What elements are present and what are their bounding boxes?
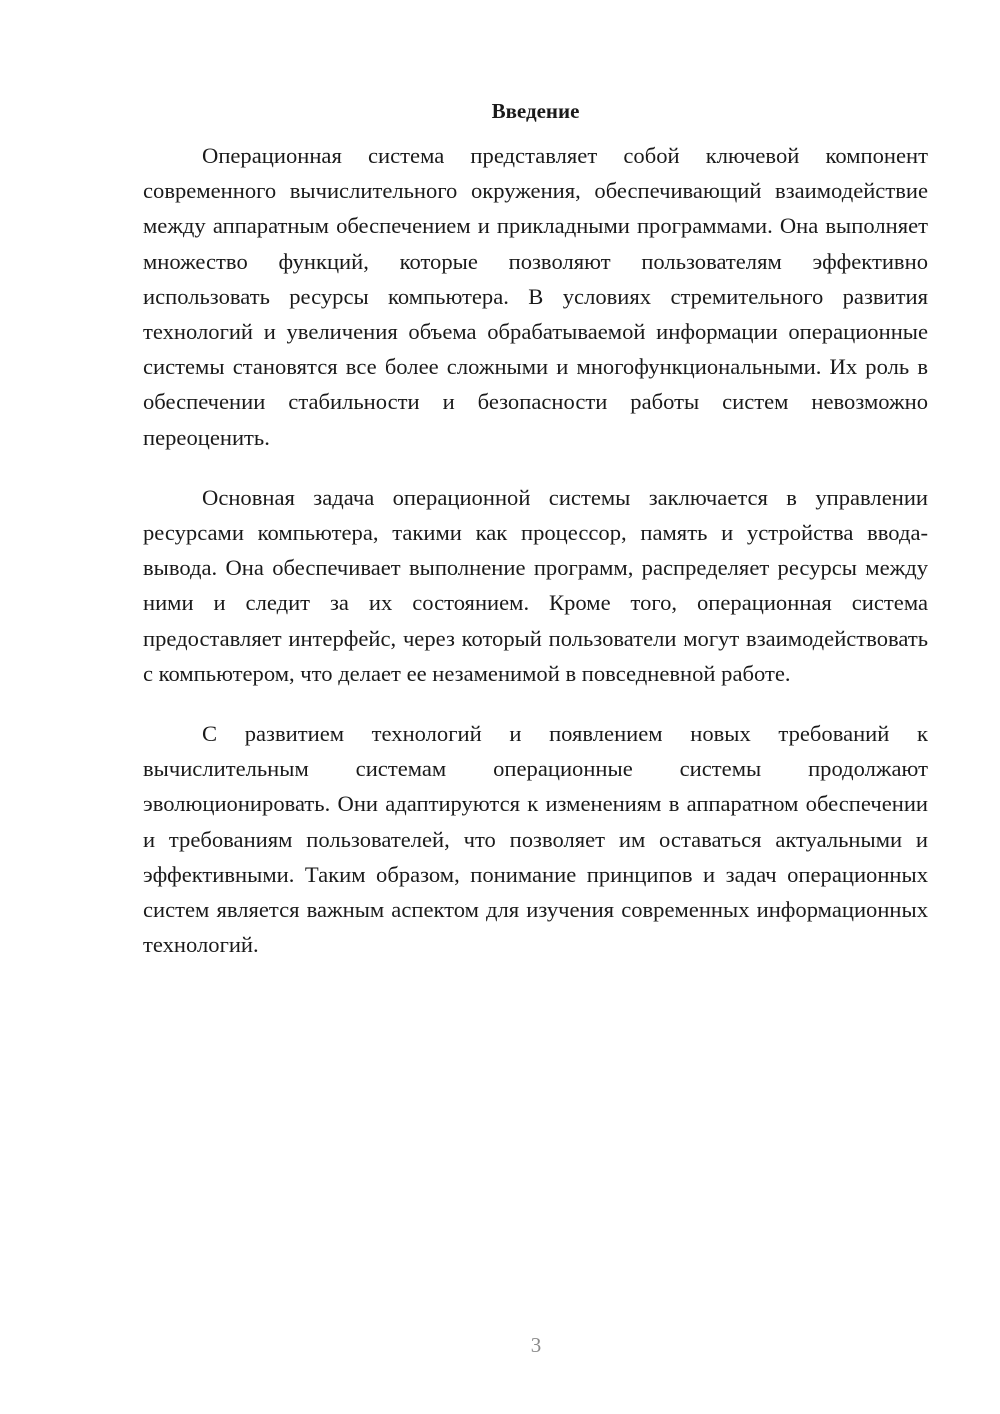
document-body: [143, 96, 928, 962]
paragraph-2: Основная задача операционной системы заключается в управлении ресурсами компьютера, такими как процессор, память и устройства ввода-вывода. Она обеспечивает выполнение программ, распределяет ресурсы между ними и следит за их состоянием. Кроме того, операционная система предоставляет интерфейс, через который пользователи могут взаимодействовать с компьютером, что делает ее незаменимой в повседневной работе.: [143, 484, 928, 686]
paragraph-3: С развитием технологий и появлением новых требований к вычислительным системам операционные системы продолжают эволюционировать. Они адаптируются к изменениям в аппаратном обеспечении и требованиям пользователей, что позволяет им оставаться актуальными и эффективными. Таким образом, понимание принципов и задач операционных систем является важным аспектом для изучения современных информационных технологий.: [143, 721, 928, 958]
section-heading: Введение: [491, 99, 580, 123]
page-number: 3: [530, 1333, 542, 1357]
paragraph-1: Операционная система представляет собой ключевой компонент современного вычислительного окружения, обеспечивающий взаимодействие между аппаратным обеспечением и прикладными программами. Она выполняет множество функций, которые позволяют пользователям эффективно использовать ресурсы компьютера. В условиях стремительного развития технологий и увеличения объема обрабатываемой информации операционные системы становятся все более сложными и многофункциональными. Их роль в обеспечении стабильности и безопасности работы систем невозможно переоценить.: [143, 143, 928, 450]
